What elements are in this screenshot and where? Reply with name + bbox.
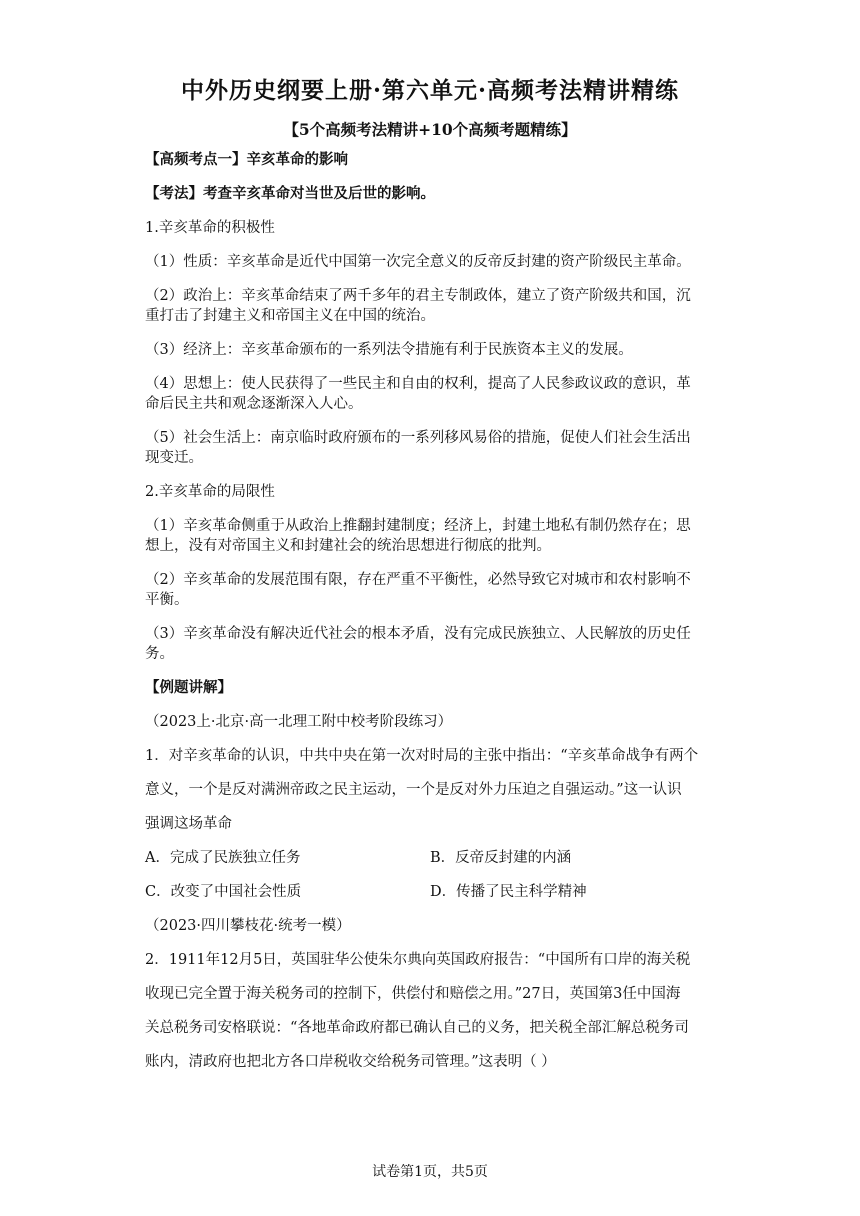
example1-line2: 意义，一个是反对满洲帝政之民主运动，一个是反对外力压迫之自强运动。”这一认识 [145,782,682,798]
part1-title: 1.辛亥革命的积极性 [145,220,275,236]
option-b: B．反帝反封建的内涵 [430,850,572,866]
document-body [145,150,715,1072]
example1-source: （2023上·北京·高一北理工附中校考阶段练习） [145,714,453,730]
point-1: （1）性质：辛亥革命是近代中国第一次完全意义的反帝反封建的资产阶级民主革命。 [145,254,691,270]
example2-line4: 账内，清政府也把北方各口岸税收交给税务司管理。”这表明（ ） [145,1054,556,1070]
point-5-line2: 现变迁。 [145,450,203,466]
section-heading: 【高频考点一】辛亥革命的影响 [145,151,348,168]
point-5-line1: （5）社会生活上：南京临时政府颁布的一系列移风易俗的措施，促使人们社会生活出 [145,430,691,446]
example2-line3: 关总税务司安格联说：“各地革命政府都已确认自己的义务，把关税全部汇解总税务司 [145,1020,689,1036]
point-2-line2: 重打击了封建主义和帝国主义在中国的统治。 [145,308,435,324]
page-title: 中外历史纲要上册·第六单元·高频考法精讲精练 [180,77,679,104]
example1-line3: 强调这场革命 [145,816,232,832]
page-footer: 试卷第1页，共5页 [372,1164,488,1180]
limit-1-line1: （1）辛亥革命侧重于从政治上推翻封建制度；经济上，封建土地私有制仍然存在；思 [145,518,691,534]
point-2-line1: （2）政治上：辛亥革命结束了两千多年的君主专制政体，建立了资产阶级共和国，沉 [145,288,691,304]
example2-line2: 收现已完全置于海关税务司的控制下，供偿付和赔偿之用。”27日，英国第3任中国海 [145,986,681,1002]
limit-1-line2: 想上，没有对帝国主义和封建社会的统治思想进行彻底的批判。 [145,538,551,554]
option-a: A．完成了民族独立任务 [145,850,301,866]
example2-line1: 2．1911年12月5日，英国驻华公使朱尔典向英国政府报告：“中国所有口岸的海关税 [145,952,691,968]
point-3: （3）经济上：辛亥革命颁布的一系列法令措施有利于民族资本主义的发展。 [145,342,633,358]
limit-2-line2: 平衡。 [145,592,189,608]
limit-3-line1: （3）辛亥革命没有解决近代社会的根本矛盾，没有完成民族独立、人民解放的历史任 [145,626,691,642]
example1-line1: 1．对辛亥革命的认识，中共中央在第一次对时局的主张中指出：“辛亥革命战争有两个 [145,748,699,764]
page-subtitle: 【5个高频考法精讲+10个高频考题精练】 [283,120,577,139]
point-4-line2: 命后民主共和观念逐渐深入人心。 [145,396,363,412]
limit-2-line1: （2）辛亥革命的发展范围有限，存在严重不平衡性，必然导致它对城市和农村影响不 [145,572,691,588]
point-4-line1: （4）思想上：使人民获得了一些民主和自由的权利，提高了人民参政议政的意识，革 [145,376,691,392]
example2-source: （2023·四川攀枝花·统考一模） [145,918,351,934]
limit-3-line2: 务。 [145,646,174,662]
example1-options-row2 [145,882,715,902]
examples-heading: 【例题讲解】 [145,679,232,696]
part2-title: 2.辛亥革命的局限性 [145,484,275,500]
option-c: C．改变了中国社会性质 [145,884,302,900]
option-d: D．传播了民主科学精神 [430,884,587,900]
method-note: 【考法】考查辛亥革命对当世及后世的影响。 [145,185,435,202]
example1-options-row1 [145,848,715,868]
